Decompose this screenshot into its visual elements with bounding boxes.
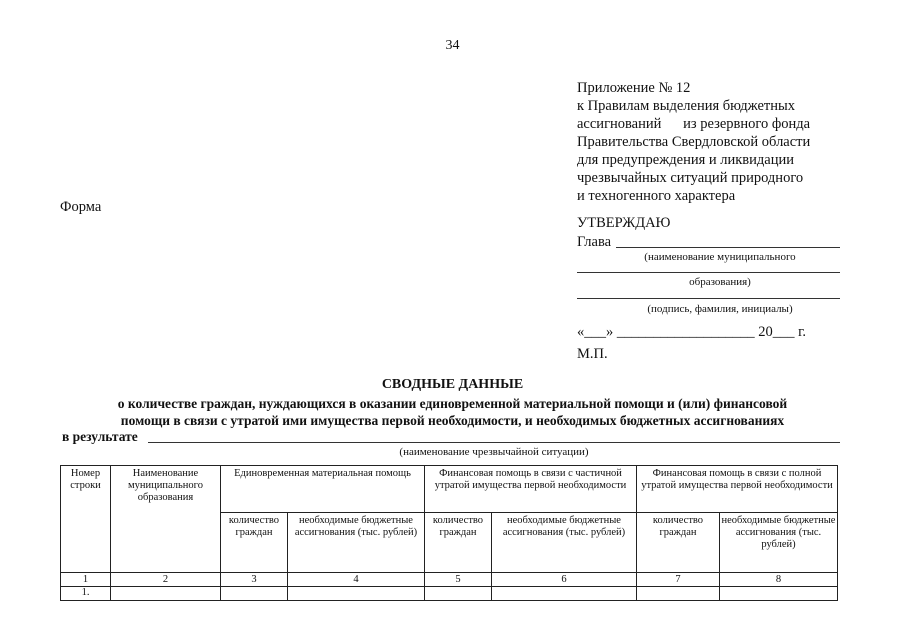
subheader-count: количество граждан xyxy=(221,513,288,573)
header-municipality: Наименование муниципального образования xyxy=(111,466,221,573)
result-label: в результате xyxy=(62,429,138,444)
header-row-number: Номер строки xyxy=(61,466,111,573)
column-number: 2 xyxy=(111,573,221,587)
appendix-line: к Правилам выделения бюджетных xyxy=(577,98,795,114)
column-number: 6 xyxy=(492,573,637,587)
head-name-line xyxy=(616,247,840,248)
form-label: Форма xyxy=(60,199,102,215)
signature-line xyxy=(577,298,840,299)
appendix-line: для предупреждения и ликвидации xyxy=(577,152,795,168)
table-cell xyxy=(288,587,425,601)
header-one-time-aid: Единовременная материальная помощь xyxy=(221,466,425,513)
header-full-loss: Финансовая помощь в связи с полной утратой имущества первой необходимости xyxy=(637,466,838,513)
column-number: 8 xyxy=(720,573,838,587)
column-number: 5 xyxy=(425,573,492,587)
column-number: 7 xyxy=(637,573,720,587)
caption-signature: (подпись, фамилия, инициалы) xyxy=(647,303,793,315)
subheader-budget: необходимые бюджетные ассигнования (тыс. рублей) xyxy=(720,513,838,573)
page-number: 34 xyxy=(445,38,460,53)
date-line: «___» ___________________ 20___ г. xyxy=(577,324,807,340)
document-title: СВОДНЫЕ ДАННЫЕ xyxy=(381,377,524,392)
table-cell xyxy=(425,587,492,601)
municipal-name-line xyxy=(577,272,840,273)
summary-table xyxy=(60,465,838,601)
summary-table-wrapper xyxy=(60,465,838,601)
column-number: 4 xyxy=(288,573,425,587)
caption-municipal-name: (наименование муниципального xyxy=(644,251,796,263)
column-number: 3 xyxy=(221,573,288,587)
subheader-count: количество граждан xyxy=(425,513,492,573)
subtitle-line: о количестве граждан, нуждающихся в оказании единовременной материальной помощи и (или) финансовой xyxy=(117,396,788,411)
situation-line xyxy=(148,442,840,443)
subtitle-line: помощи в связи с утратой ими имущества первой необходимости, и необходимых бюджетных ассигнованиях xyxy=(120,413,785,428)
subheader-count: количество граждан xyxy=(637,513,720,573)
row-number-cell: 1. xyxy=(61,587,111,601)
document-subtitle xyxy=(0,395,905,429)
table-cell xyxy=(221,587,288,601)
approval-heading: УТВЕРЖДАЮ xyxy=(577,215,671,231)
appendix-line: и техногенного характера xyxy=(577,188,736,204)
head-label: Глава xyxy=(577,234,612,250)
caption-situation: (наименование чрезвычайной ситуации) xyxy=(399,446,589,458)
stamp-label: М.П. xyxy=(577,346,608,362)
appendix-line: чрезвычайных ситуаций природного xyxy=(577,170,804,186)
table-cell xyxy=(111,587,221,601)
column-number: 1 xyxy=(61,573,111,587)
appendix-line: Приложение № 12 xyxy=(577,80,691,96)
subheader-budget: необходимые бюджетные ассигнования (тыс. рублей) xyxy=(288,513,425,573)
table-cell xyxy=(720,587,838,601)
caption-municipal-formation: образования) xyxy=(689,276,751,288)
table-cell xyxy=(637,587,720,601)
table-cell xyxy=(492,587,637,601)
appendix-block xyxy=(577,79,810,205)
appendix-line: Правительства Свердловской области xyxy=(577,134,811,150)
header-partial-loss: Финансовая помощь в связи с частичной утратой имущества первой необходимости xyxy=(425,466,637,513)
subheader-budget: необходимые бюджетные ассигнования (тыс. рублей) xyxy=(492,513,637,573)
appendix-line: ассигнований из резервного фонда xyxy=(577,116,811,132)
